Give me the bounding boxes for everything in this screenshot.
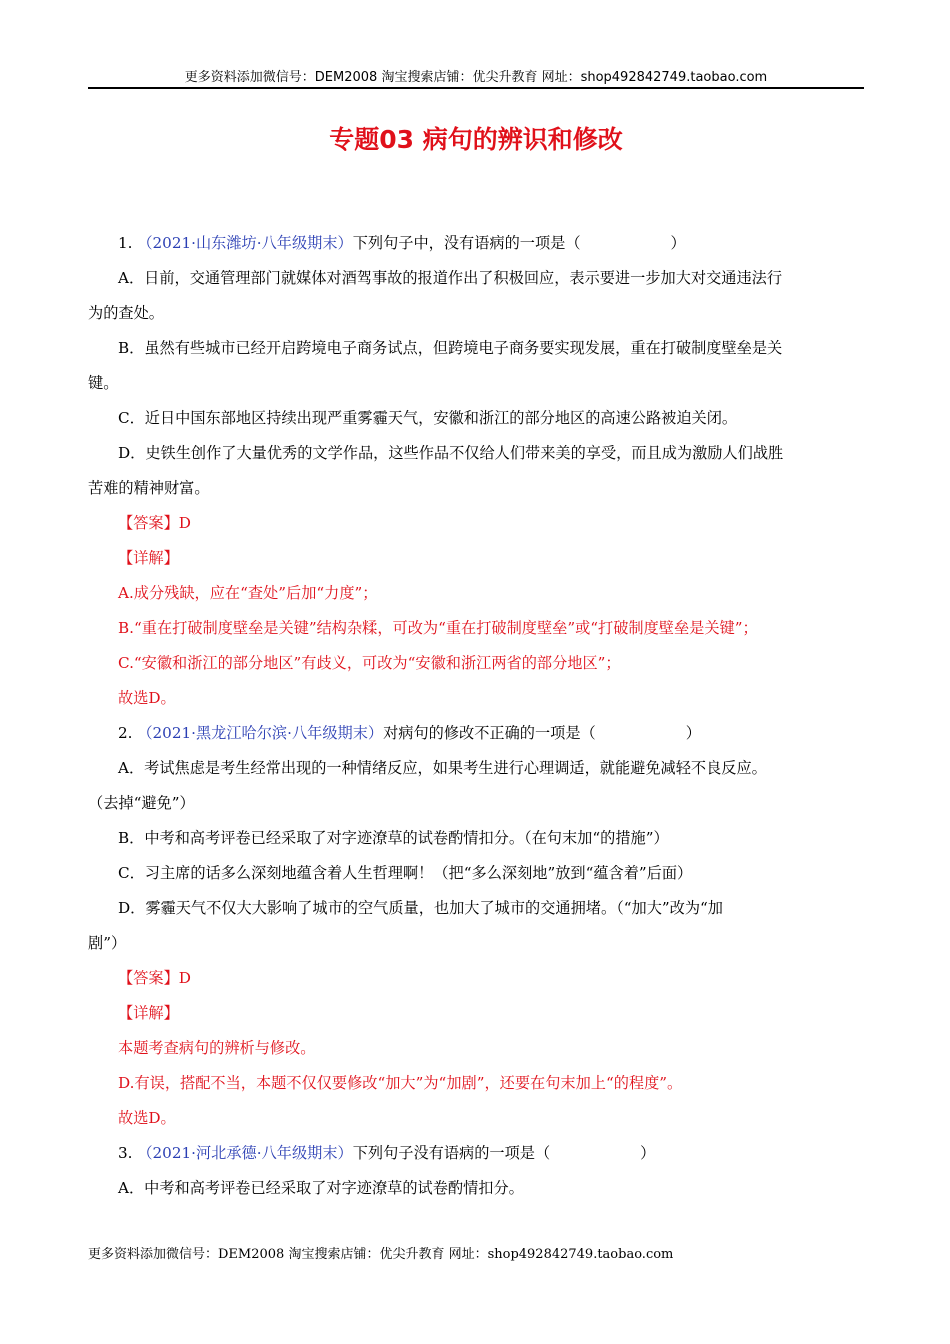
detail-line: B.“重在打破制度壁垒是关键”结构杂糅，可改为“重在打破制度壁垒”或“打破制度壁垒是关键”； xyxy=(118,619,758,637)
question-1-stem xyxy=(88,226,868,261)
option-b: B．虽然有些城市已经开启跨境电子商务试点，但跨境电子商务要实现发展，重在打破制度壁垒是关 xyxy=(118,339,783,357)
option-a-cont: 为的查处。 xyxy=(88,304,164,322)
option-d-cont: 剧”） xyxy=(88,934,127,952)
question-source: （2021·河北承德·八年级期末） xyxy=(137,1144,353,1162)
option-a: A．考试焦虑是考生经常出现的一种情绪反应，如果考生进行心理调适，就能避免减轻不良反应。 xyxy=(118,759,767,777)
option-c: C．习主席的话多么深刻地蕴含着人生哲理啊！（把“多么深刻地”放到“蕴含着”后面） xyxy=(118,864,693,882)
page-footer: 更多资料添加微信号：DEM2008 淘宝搜索店铺：优尖升教育 网址：shop492842749.taobao.com xyxy=(88,1247,674,1262)
header-divider xyxy=(88,87,864,89)
document-title: 专题03 病句的辨识和修改 xyxy=(329,125,623,154)
question-source: （2021·山东潍坊·八年级期末） xyxy=(137,234,353,252)
question-source: （2021·黑龙江哈尔滨·八年级期末） xyxy=(137,724,384,742)
answer-label: 【答案】D xyxy=(118,969,191,987)
question-text: 下列句子没有语病的一项是（ xyxy=(352,1144,551,1162)
detail-label: 【详解】 xyxy=(118,1004,179,1022)
bracket-close: ） xyxy=(685,724,701,742)
detail-line: 本题考查病句的辨析与修改。 xyxy=(118,1039,316,1057)
option-d-cont: 苦难的精神财富。 xyxy=(88,479,210,497)
option-d: D．史铁生创作了大量优秀的文学作品，这些作品不仅给人们带来美的享受，而且成为激励人们战胜 xyxy=(118,444,784,462)
document-body xyxy=(88,226,868,1206)
question-3-stem xyxy=(88,1136,868,1171)
page-header: 更多资料添加微信号：DEM2008 淘宝搜索店铺：优尖升教育 网址：shop492842749.taobao.com xyxy=(184,70,768,85)
bracket-close: ） xyxy=(670,234,686,252)
question-2-stem xyxy=(88,716,868,751)
question-text: 下列句子中，没有语病的一项是（ xyxy=(352,234,581,252)
option-a-cont: （去掉“避免”） xyxy=(88,794,195,812)
answer-label: 【答案】D xyxy=(118,514,191,532)
option-a: A．中考和高考评卷已经采取了对字迹潦草的试卷酌情扣分。 xyxy=(118,1179,524,1197)
option-b: B．中考和高考评卷已经采取了对字迹潦草的试卷酌情扣分。（在句末加“的措施”） xyxy=(118,829,669,847)
detail-label: 【详解】 xyxy=(118,549,179,567)
detail-line: D.有误，搭配不当，本题不仅仅要修改“加大”为“加剧”，还要在句末加上“的程度”。 xyxy=(118,1074,683,1092)
option-a: A．日前，交通管理部门就媒体对酒驾事故的报道作出了积极回应，表示要进一步加大对交通违法行 xyxy=(118,269,783,287)
bracket-close: ） xyxy=(640,1144,656,1162)
option-d: D．雾霾天气不仅大大影响了城市的空气质量，也加大了城市的交通拥堵。（“加大”改为“加 xyxy=(118,899,723,917)
question-number: 2. xyxy=(118,724,133,742)
detail-line: A.成分残缺，应在“查处”后加“力度”； xyxy=(118,584,378,602)
option-c: C．近日中国东部地区持续出现严重雾霾天气，安徽和浙江的部分地区的高速公路被迫关闭。 xyxy=(118,409,738,427)
question-text: 对病句的修改不正确的一项是（ xyxy=(383,724,596,742)
detail-line: C.“安徽和浙江的部分地区”有歧义，可改为“安徽和浙江两省的部分地区”； xyxy=(118,654,621,672)
question-number: 1. xyxy=(118,234,133,252)
detail-line: 故选D。 xyxy=(118,1109,176,1127)
detail-line: 故选D。 xyxy=(118,689,176,707)
question-number: 3. xyxy=(118,1144,133,1162)
option-b-cont: 键。 xyxy=(88,374,119,392)
